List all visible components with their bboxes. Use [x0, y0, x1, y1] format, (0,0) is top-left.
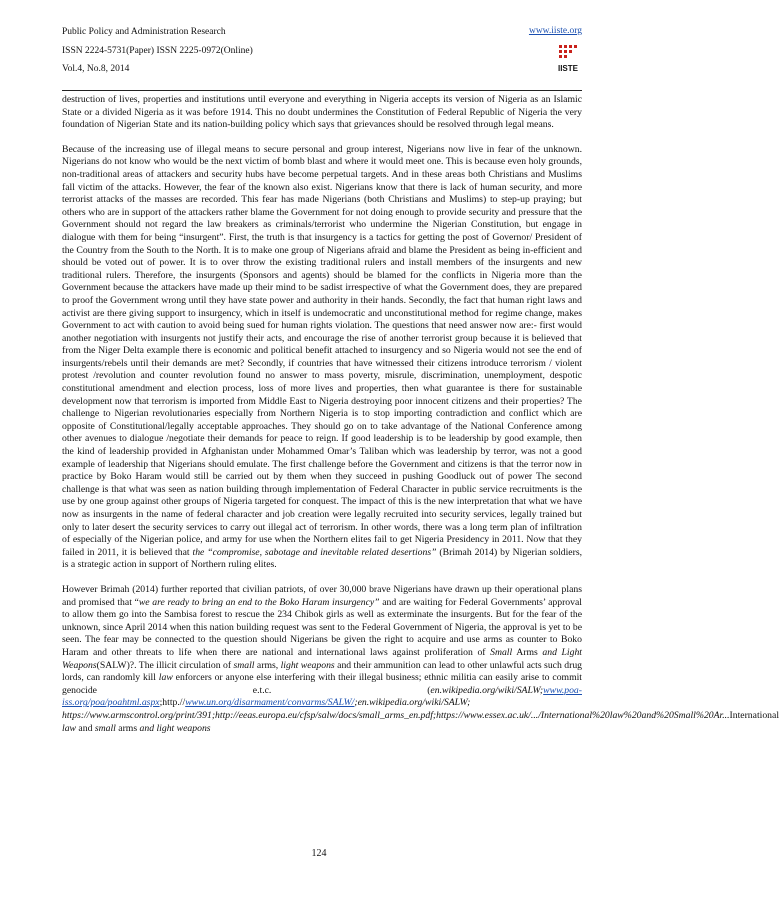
paragraph-1: destruction of lives, properties and institutions until everyone and everything in Nigeria accepts its version of Nigeria as an Islamic State or a divided Nigeria as it was before 1914. This no doubt undermines the Constitution of Federal Republic of Nigeria the very foundation of Nigerian State and its nation-building policy which says that grievances should be resolved through legal means.: [62, 94, 582, 131]
p3-italic: law: [62, 722, 76, 734]
p3-italic: and Light Weapons: [62, 646, 582, 671]
page-header: [62, 20, 582, 90]
journal-website-link[interactable]: www.iiste.org: [528, 26, 582, 36]
p3-italic: small: [94, 722, 116, 734]
p3-italic: light weapons: [280, 659, 335, 671]
reference-link-poa-iss[interactable]: www.poa-iss.org/poa/poahtml.aspx: [62, 684, 582, 709]
p3-text: enforcers or anyone else interfering with their illegal business; ethnic militia can easily arise to commit genocide e.t.c. (: [62, 672, 582, 696]
issn-line: ISSN 2224-5731(Paper) ISSN 2225-0972(Online): [62, 46, 253, 56]
paragraph-3: [62, 583, 779, 735]
p3-text: International: [729, 709, 779, 721]
journal-name: Public Policy and Administration Research: [62, 27, 226, 37]
p3-italic: law: [158, 672, 173, 684]
volume-line: Vol.4, No.8, 2014: [62, 64, 130, 74]
reference-link-un-disarmament[interactable]: www.un.org/disarmament/convarms/SALW/: [185, 697, 355, 709]
page-number: 124: [311, 848, 327, 859]
p3-text: However Brimah (2014) further reported that civilian patriots, of over 30,000 brave Nigerians have drawn up their operational plans and promised that “: [62, 583, 582, 608]
paragraph-2-tail: (Brimah 2014) by Nigerian soldiers, is a strategic action in support of Northern ruling elites.: [62, 546, 583, 571]
svg-text:IISTE: IISTE: [557, 64, 579, 73]
iiste-logo: [556, 44, 580, 74]
p3-text: and: [76, 722, 95, 734]
p3-text: arms,: [254, 659, 281, 671]
p3-text: ;http.//: [159, 697, 186, 709]
paragraph-2: [62, 144, 582, 572]
paragraph-2-quote: the “compromise, sabotage and inevitable related desertions”: [192, 546, 437, 558]
p3-text: Arms: [512, 646, 543, 658]
p3-text: and are waiting for Federal Governments’ approval to allow them go into the Sambisa forest to rescue the 234 Chibok girls as well as exterminate the insurgents. But for the fear of the unknown, since April 2014 when this nation building request was sent to the Federal Government of Nigeria, the approval is yet to be seen. The fear may be connected to the question should Nigerians be given the right to acquire and use arms as counter to Boko Haram and other threats to life when there are national and international laws against proliferation of: [62, 596, 582, 658]
reference-wikipedia: en.wikipedia.org/wiki/SALW;: [430, 684, 544, 696]
p3-italic: small: [233, 659, 255, 671]
p3-italic: and light weapons: [139, 722, 211, 734]
header-rule: [62, 90, 582, 91]
p3-quote: we are ready to bring an end to the Boko Haram insurgency”: [138, 596, 380, 608]
p3-text: (SALW)?. The illicit circulation of: [96, 659, 234, 671]
p3-italic: Small: [490, 646, 513, 658]
reference-list: ;en.wikipedia.org/wiki/SALW; https://www.armscontrol.org/print/391;http://eeas.europa.eu/cfsp/salw/docs/small_arms_en.pdf;https://www.essex.ac.uk/.../International%20law%20and%20Small%20Ar...: [62, 697, 730, 721]
p3-text: and their ammunition can lead to other unlawful acts such drug lords, can randomly kill: [62, 659, 583, 684]
p3-text: arms: [115, 722, 140, 734]
paragraph-2-text: Because of the increasing use of illegal means to secure personal and group interest, Nigerians now live in fear of the unknown. Nigerians do not know who would be the next victim of bomb blast and where it would meet one. This is because even holy grounds, non-traditional areas of attackers and security hubs have become perpetual targets. And in these areas both Christians and Muslims fall victim of the attacks. However, the fear of the known also exist. Nigerians know that there is lack of human security, and more terrorist attacks of the masses are recorded. This fear has made Nigerians (both Christians and Muslims) to step-up praying; but others who are in support of the attackers rather blame the Government for not doing enough to provide security and pressure that the Government should not regard the law breakers as criminals/terrorist who undermine the Nigerian Constitution, but engage in dialogue with them for being “insurgent”. First, the truth is that insurgency is a tactics for getting the post of Governor/ President of the Country from the South to the North. It is to make one group of Nigerians afraid and blame the President as being in-efficient and should be voted out of power. It is to over throw the existing traditional rulers and install members of the insurgents and new traditional rulers. Therefore, the insurgents (Sponsors and agents) should be blamed for the conflicts in Nigeria more than the Government because the attackers have made up their mind to be sadist irrespective of what the Government does, they are prepared to proof the Government wrong until they have state power and authority in their hands. Secondly, the fact that human right laws and activist are there giving support to insurgency, which in itself is undemocratic and unconstitutional method for regime change, makes Government to act with caution to avoid being sued for human rights violation. The questions that need answer now are:- first would another negotiation with insurgents not justify their acts, and encourage the rise of another terrorist group because it is believed that from the Niger Delta example there is economic and political benefit attached to insurgency and so Nigeria would not see the end of insurgents/rebels until their demands are met? Secondly, if countries that have witnessed their citizens introduce terrorism / violent protest /revolution and counter revolution found no answer to mass poverty, misrule, discrimination, unemployment, despotic constitutional amendment and election process, loss of more lives and properties, then what guarantee is there for sustainable development now that terrorism is imported from Middle East to Nigeria destroying poor innocent citizens and their properties? The challenge to Nigerian revolutionaries especially from Northern Nigeria is to stop importing contradiction and conflict which are opposite of Constitutional/legally acceptable approaches. They should go on to take advantage of the National Conference among other avenues to dialogue /negotiate their demands for peace to reign. If good leadership is to be leadership by good example, then the kind of leadership provided in Afghanistan under Mohammed Omar’s Taliban which was leadership by terror, was not a good example of leadership that Nigerians should emulate. The first challenge before the Government and citizens is that the terror now in practice by Boko Haram would still be carried out by them when they succeed in pushing Goodluck out of power The second challenge is that what was seen as nation building through implementation of Federal Character in public service recruitments is the use by one group against other groups of Nigeria targeted for conquest. The impact of this is the new interpretation that what we have now as insurgents in the name of federal character and job creation were legally recruited into security services, legally trained but only to later desert the security services to carry out illegal act of terrorism. In other words, there was a long term plan of infiltration of especially of the Nigerian police, and army for use when the Northern elites fail to get Nigeria Presidency in 2011. Now that they failed in 2011, it is believed that: [62, 143, 582, 558]
article-body: [62, 94, 779, 735]
